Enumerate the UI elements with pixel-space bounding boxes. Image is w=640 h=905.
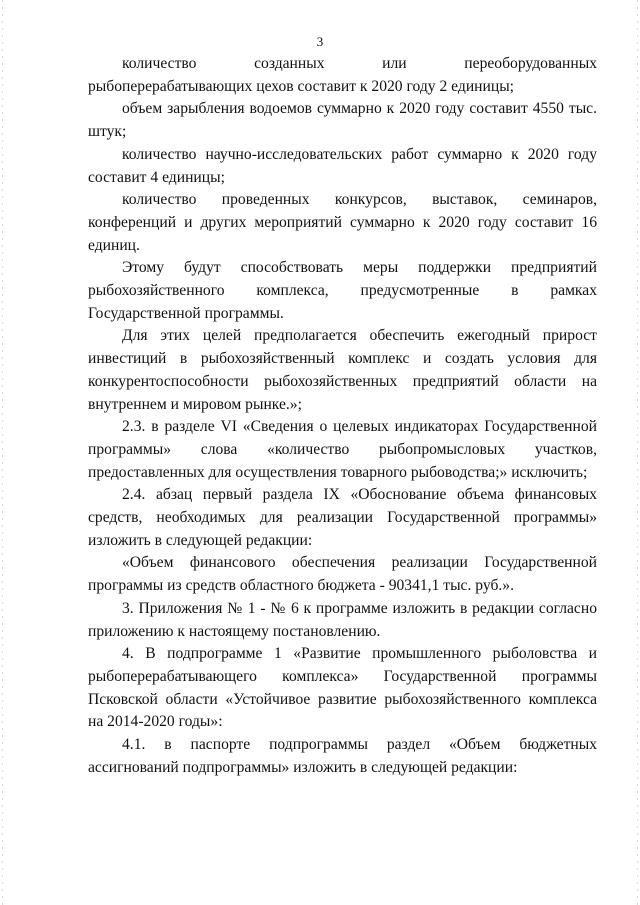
paragraph-2-3: 2.3. в разделе VI «Сведения о целевых индикаторах Государственной программы» слова «количество рыбопромысловых участков, предоставленных для осуществления товарного рыбоводства;» исключить; — [88, 418, 597, 481]
paragraph-3: 3. Приложения № 1 - № 6 к программе изложить в редакции согласно приложению к настоящему постановлению. — [88, 599, 597, 640]
paragraph-stocking: объем зарыбления водоемов суммарно к 2020 году составит 4550 тыс. штук; — [88, 100, 597, 141]
paragraph-research: количество научно-исследовательских работ суммарно к 2020 году составит 4 единицы; — [88, 145, 597, 186]
page-number: 3 — [316, 34, 324, 49]
paragraph-events: количество проведенных конкурсов, выставок, семинаров, конференций и других мероприятий суммарно к 2020 году составит 16 единиц. — [88, 191, 597, 254]
paragraph-4-1: 4.1. в паспорте подпрограммы раздел «Объем бюджетных ассигнований подпрограммы» изложить в следующей редакции: — [88, 736, 597, 776]
paragraph-investments: Для этих целей предполагается обеспечить ежегодный прирост инвестиций в рыбохозяйственный комплекс и создать условия для конкурентоспособности рыбохозяйственных предприятий области на внутреннем и мировом рынке.»; — [88, 327, 597, 413]
paragraph-2-4: 2.4. абзац первый раздела IX «Обоснование объема финансовых средств, необходимых для реализации Государственной программы» изложить в следующей редакции: — [88, 486, 597, 549]
scan-edge-left — [2, 0, 3, 905]
paragraph-support-measures: Этому будут способствовать меры поддержки предприятий рыбохозяйственного комплекса, предусмотренные в рамках Государственной программы. — [88, 259, 597, 322]
paragraph-4: 4. В подпрограмме 1 «Развитие промышленного рыболовства и рыбоперерабатывающего комплекса» Государственной программы Псковской области «Устойчивое развитие рыбохозяйственного комплекса на 2014-2020 годы»: — [88, 645, 597, 731]
document-body — [88, 53, 597, 780]
paragraph-funding-volume: «Объем финансового обеспечения реализации Государственной программы из средств областного бюджета - 90341,1 тыс. руб.». — [88, 554, 597, 595]
paragraph-workshops: количество созданных или переоборудованных рыбоперерабатывающих цехов составит к 2020 году 2 единицы; — [88, 55, 597, 95]
scan-edge-right — [637, 0, 638, 905]
